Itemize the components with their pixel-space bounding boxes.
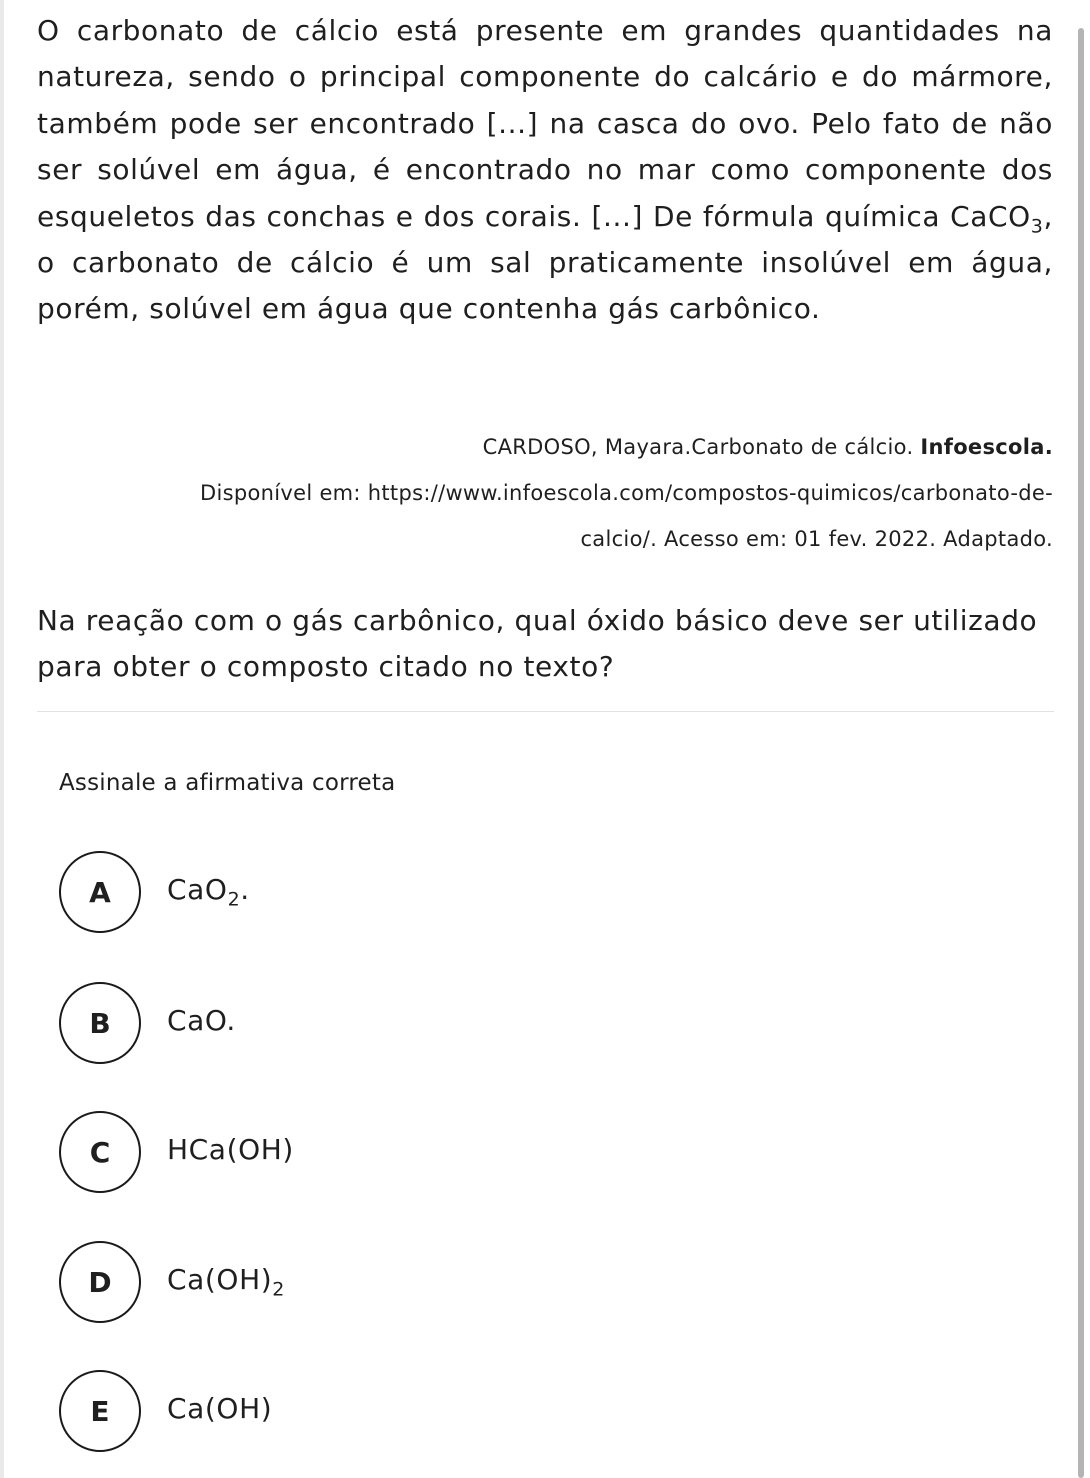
option-e[interactable] [59,1367,272,1455]
option-suffix: . [240,873,250,907]
citation-author-title: CARDOSO, Mayara.Carbonato de cálcio. [482,435,921,459]
page-left-edge [0,0,4,1478]
option-letter-circle[interactable]: A [59,851,141,933]
option-formula: CaO [167,873,228,907]
instruction-text: Assinale a afirmativa correta [59,770,396,796]
option-a[interactable] [59,848,250,936]
option-formula: Ca(OH) [167,1392,273,1426]
option-formula: Ca(OH) [167,1263,273,1297]
option-subscript: 2 [272,1278,285,1301]
option-subscript: 2 [227,888,241,911]
citation-url-line: Disponível em: https://www.infoescola.com/compostos-quimicos/carbonato-de- [200,481,1053,505]
citation-access-line: calcio/. Acesso em: 01 fev. 2022. Adaptado. [580,527,1053,551]
option-text[interactable] [167,873,250,911]
passage-part2: , o carbonato de cálcio é um sal praticamente insolúvel em água, porém, solúvel em água que contenha gás carbônico. [37,199,1053,326]
option-letter-circle[interactable]: C [59,1111,141,1193]
citation [37,424,1053,562]
formula-subscript: 3 [1030,215,1044,238]
option-text[interactable] [167,1263,285,1301]
option-text[interactable] [167,1392,272,1430]
scrollbar[interactable] [1078,28,1084,1478]
option-letter-circle[interactable]: D [59,1241,141,1323]
option-formula: CaO. [167,1004,236,1038]
option-d[interactable] [59,1238,285,1326]
option-text[interactable] [167,1004,236,1042]
option-formula: HCa(OH) [167,1133,294,1167]
option-b[interactable] [59,979,236,1067]
question-text: Na reação com o gás carbônico, qual óxido básico deve ser utilizado para obter o composto citado no texto? [37,604,1038,683]
divider [37,711,1054,712]
citation-source: Infoescola. [920,435,1053,459]
option-c[interactable] [59,1108,294,1196]
option-text[interactable] [167,1133,294,1171]
passage-text [37,8,1053,333]
citation-line-1 [37,424,1053,470]
option-letter-circle[interactable]: E [59,1370,141,1452]
option-letter-circle[interactable]: B [59,982,141,1064]
passage-part1: O carbonato de cálcio está presente em grandes quantidades na natureza, sendo o principal componente do calcário e do mármore, também pode ser encontrado [...] na casca do ovo. Pelo fato de não ser solúvel em água, é encontrado no mar como componente dos esqueletos das conchas e dos corais. [...] De fórmula química CaCO [37,14,1053,233]
